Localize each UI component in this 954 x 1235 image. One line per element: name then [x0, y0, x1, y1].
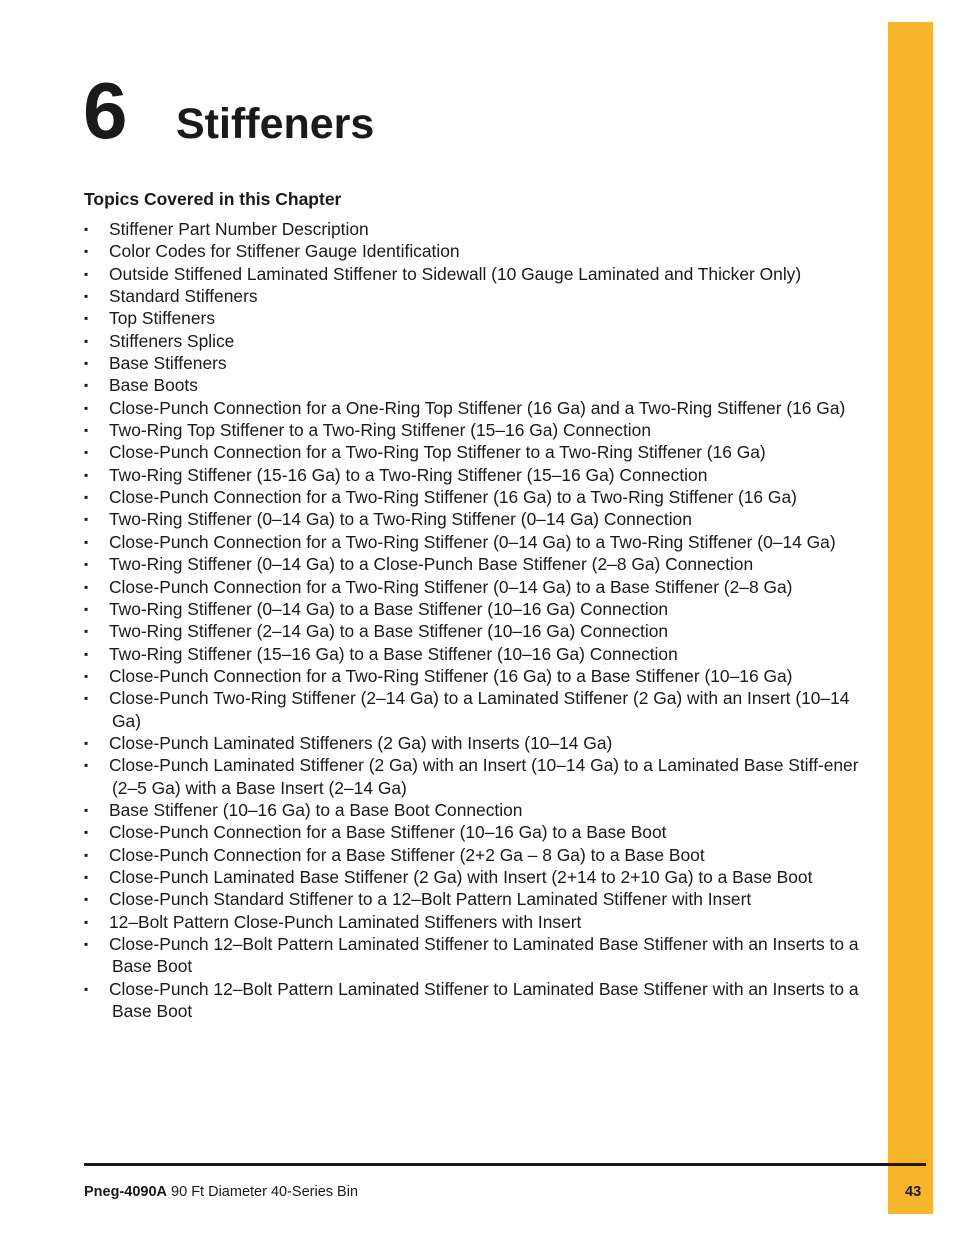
topics-list: [84, 218, 874, 1022]
topic-text: 12–Bolt Pattern Close-Punch Laminated Stiffeners with Insert: [109, 911, 582, 932]
topic-list-item: [84, 508, 874, 530]
bullet-icon: ▪: [84, 981, 89, 996]
topic-list-item: [84, 553, 874, 575]
bullet-icon: ▪: [84, 423, 89, 438]
bullet-icon: ▪: [84, 869, 89, 884]
topic-text: Two-Ring Stiffener (0–14 Ga) to a Two-Ring Stiffener (0–14 Ga) Connection: [109, 509, 692, 530]
topic-text: Base Stiffeners: [109, 353, 227, 374]
topic-text: Stiffener Part Number Description: [109, 219, 369, 239]
topic-text: Close-Punch 12–Bolt Pattern Laminated Stiffener to Laminated Base Stiffener with an Inserts to a Base Boot: [109, 978, 859, 1022]
topic-list-item: [84, 397, 874, 419]
topic-list-item: [84, 732, 874, 754]
topic-text: Close-Punch Laminated Stiffeners (2 Ga) with Inserts (10–14 Ga): [109, 732, 613, 753]
bullet-icon: ▪: [84, 847, 89, 862]
bullet-icon: ▪: [84, 534, 89, 549]
topic-list-item: [84, 687, 874, 732]
topic-list-item: [84, 263, 874, 285]
topic-list-item: [84, 531, 874, 553]
topic-list-item: [84, 754, 874, 799]
topic-text: Two-Ring Stiffener (2–14 Ga) to a Base Stiffener (10–16 Ga) Connection: [109, 621, 669, 642]
topic-list-item: [84, 576, 874, 598]
topic-text: Stiffeners Splice: [109, 330, 235, 351]
topic-list-item: [84, 844, 874, 866]
topic-text: Two-Ring Stiffener (0–14 Ga) to a Close-Punch Base Stiffener (2–8 Ga) Connection: [109, 554, 754, 575]
topic-list-item: [84, 441, 874, 463]
topic-text: Outside Stiffened Laminated Stiffener to Sidewall (10 Gauge Laminated and Thicker Only): [109, 263, 802, 284]
footer-divider: [84, 1163, 926, 1166]
topic-list-item: [84, 464, 874, 486]
bullet-icon: ▪: [84, 333, 89, 348]
bullet-icon: ▪: [84, 758, 89, 773]
chapter-side-tab: [888, 22, 933, 1214]
topic-list-item: [84, 240, 874, 262]
topic-text: Standard Stiffeners: [109, 286, 258, 307]
bullet-icon: ▪: [84, 937, 89, 951]
bullet-icon: ▪: [84, 892, 89, 907]
bullet-icon: ▪: [84, 311, 89, 326]
bullet-icon: ▪: [84, 356, 89, 371]
topic-list-item: [84, 866, 874, 888]
topic-text: Two-Ring Stiffener (15-16 Ga) to a Two-Ring Stiffener (15–16 Ga) Connection: [109, 464, 708, 485]
chapter-title: Stiffeners: [176, 100, 375, 148]
bullet-icon: ▪: [84, 512, 89, 527]
bullet-icon: ▪: [84, 467, 89, 482]
bullet-icon: ▪: [84, 266, 89, 281]
topic-text: Close-Punch Connection for a Two-Ring Stiffener (16 Ga) to a Two-Ring Stiffener (16 Ga): [109, 487, 797, 508]
topic-text: Close-Punch Standard Stiffener to a 12–Bolt Pattern Laminated Stiffener with Insert: [109, 889, 752, 910]
topic-list-item: [84, 374, 874, 396]
topic-list-item: [84, 888, 874, 910]
topic-text: Color Codes for Stiffener Gauge Identification: [109, 241, 460, 262]
footer-doc-code: Pneg-4090A: [84, 1184, 168, 1200]
topic-text: Close-Punch Two-Ring Stiffener (2–14 Ga) to a Laminated Stiffener (2 Ga) with an Insert (10–14 Ga): [109, 688, 850, 731]
footer-document-title: [84, 1183, 358, 1201]
bullet-icon: ▪: [84, 579, 89, 594]
topic-text: Close-Punch 12–Bolt Pattern Laminated Stiffener to Laminated Base Stiffener with an Inserts to a Base Boot: [109, 934, 859, 977]
bullet-icon: ▪: [84, 222, 89, 236]
bullet-icon: ▪: [84, 289, 89, 304]
footer-doc-name: 90 Ft Diameter 40-Series Bin: [171, 1184, 359, 1200]
bullet-icon: ▪: [84, 691, 89, 706]
bullet-icon: ▪: [84, 914, 89, 929]
topics-heading: Topics Covered in this Chapter: [84, 189, 342, 209]
topic-list-item: [84, 620, 874, 642]
topic-list-item: [84, 285, 874, 307]
topic-text: Close-Punch Connection for a Two-Ring Top Stiffener to a Two-Ring Stiffener (16 Ga): [109, 442, 766, 463]
chapter-number: 6: [83, 66, 128, 155]
topic-text: Base Boots: [109, 375, 198, 396]
page-number: 43: [905, 1184, 922, 1200]
topic-list-item: [84, 352, 874, 374]
bullet-icon: ▪: [84, 378, 89, 393]
topic-list-item: [84, 799, 874, 821]
bullet-icon: ▪: [84, 825, 89, 840]
topic-list-item: [84, 330, 874, 352]
bullet-icon: ▪: [84, 601, 89, 616]
bullet-icon: ▪: [84, 445, 89, 460]
topic-text: Two-Ring Top Stiffener to a Two-Ring Stiffener (15–16 Ga) Connection: [109, 420, 651, 441]
bullet-icon: ▪: [84, 244, 89, 259]
bullet-icon: ▪: [84, 557, 89, 572]
bullet-icon: ▪: [84, 646, 89, 661]
bullet-icon: ▪: [84, 735, 89, 750]
topic-list-item: [84, 307, 874, 329]
bullet-icon: ▪: [84, 802, 89, 817]
topic-list-item: [84, 598, 874, 620]
topic-list-item: [84, 218, 874, 240]
topic-list-item: [84, 486, 874, 508]
topic-list-item: [84, 643, 874, 665]
topic-text: Top Stiffeners: [109, 308, 216, 329]
topic-text: Close-Punch Connection for a Base Stiffener (10–16 Ga) to a Base Boot: [109, 822, 667, 843]
bullet-icon: ▪: [84, 400, 89, 415]
topic-text: Close-Punch Connection for a Two-Ring Stiffener (16 Ga) to a Base Stiffener (10–16 Ga): [109, 665, 793, 686]
topic-text: Close-Punch Laminated Stiffener (2 Ga) with an Insert (10–14 Ga) to a Laminated Base Stiff-ener (2–5 Ga) with a Base Insert (2–14 Ga): [109, 755, 859, 798]
topic-text: Two-Ring Stiffener (15–16 Ga) to a Base Stiffener (10–16 Ga) Connection: [109, 643, 678, 664]
topic-list-item: [84, 933, 874, 978]
topic-list-item: [84, 978, 874, 1023]
topic-list-item: [84, 665, 874, 687]
topic-text: Close-Punch Connection for a Two-Ring Stiffener (0–14 Ga) to a Base Stiffener (2–8 Ga): [109, 576, 793, 597]
bullet-icon: ▪: [84, 624, 89, 639]
topic-text: Close-Punch Connection for a One-Ring Top Stiffener (16 Ga) and a Two-Ring Stiffener (16 Ga): [109, 397, 846, 418]
topic-text: Two-Ring Stiffener (0–14 Ga) to a Base Stiffener (10–16 Ga) Connection: [109, 598, 669, 619]
topic-text: Close-Punch Connection for a Two-Ring Stiffener (0–14 Ga) to a Two-Ring Stiffener (0–14 Ga): [109, 531, 836, 552]
topic-list-item: [84, 911, 874, 933]
topic-text: Base Stiffener (10–16 Ga) to a Base Boot Connection: [109, 799, 523, 820]
bullet-icon: ▪: [84, 490, 89, 505]
topic-list-item: [84, 821, 874, 843]
bullet-icon: ▪: [84, 668, 89, 683]
topic-text: Close-Punch Laminated Base Stiffener (2 Ga) with Insert (2+14 to 2+10 Ga) to a Base Boot: [109, 866, 813, 887]
topic-list-item: [84, 419, 874, 441]
topic-text: Close-Punch Connection for a Base Stiffener (2+2 Ga – 8 Ga) to a Base Boot: [109, 844, 705, 865]
